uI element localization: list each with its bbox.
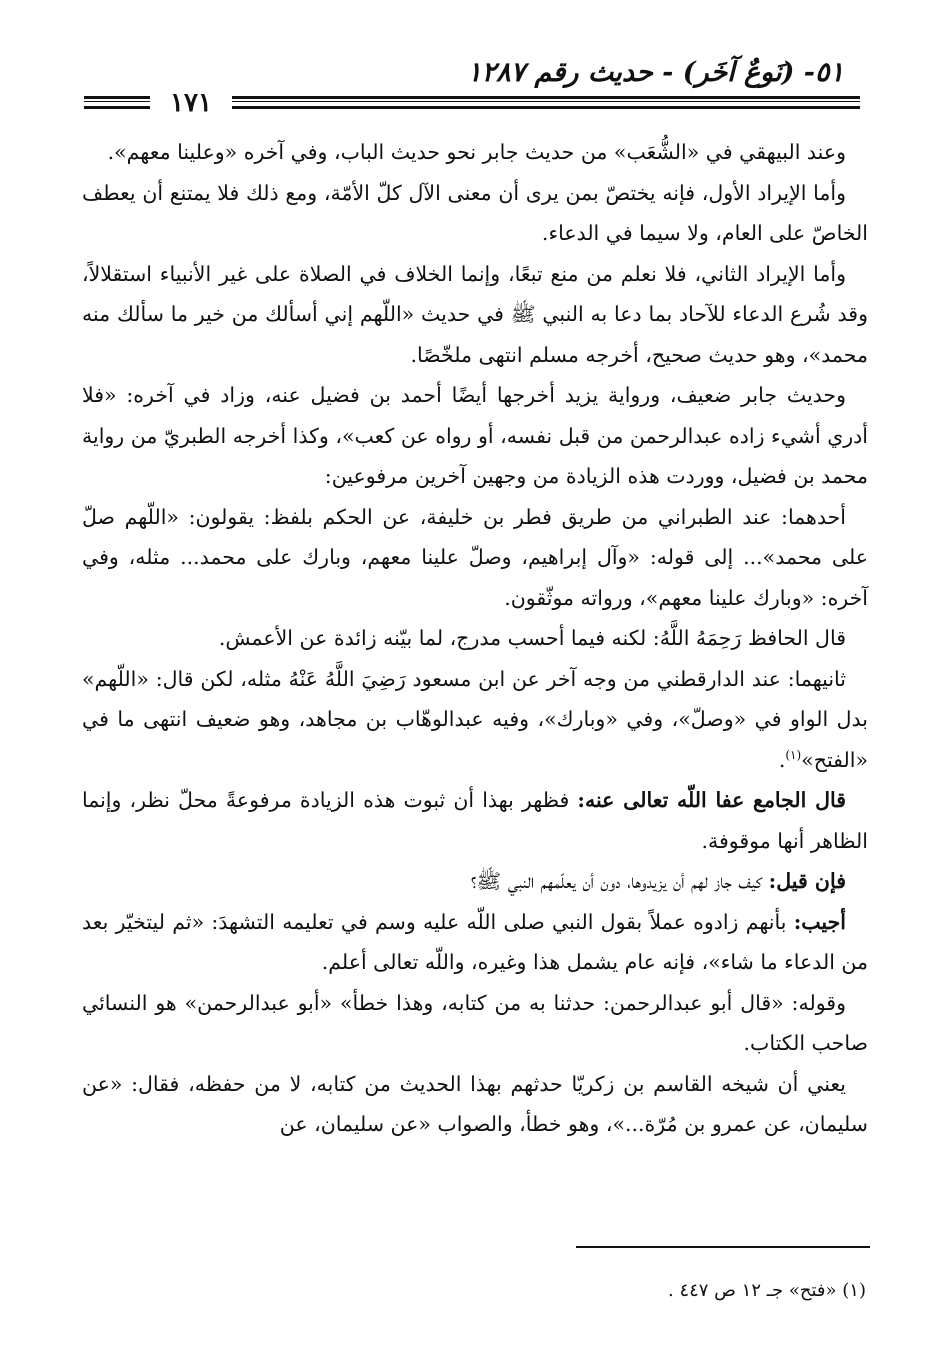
header-rule-left bbox=[84, 96, 150, 109]
paragraph-text: وحديث جابر ضعيف، ورواية يزيد أخرجها أيضًا أحمد بن فضيل عنه، وزاد في آخره: «فلا أدري أشيء زاده عبدالرحمن من قبل نفسه، أو رواه عن كعب»، وكذا أخرجه الطبريّ من رواية محمد بن فضيل، ووردت هذه الزيادة من وجهين آخرين مرفوعين: bbox=[82, 383, 868, 488]
paragraph bbox=[82, 1064, 868, 1145]
paragraph-text: ثانيهما: عند الدارقطني من وجه آخر عن ابن مسعود رَضِيَ اللَّهُ عَنْهُ مثله، لكن قال: «اللّهم» بدل الواو في «وصلّ»، وفي «وبارك»، وفيه عبدالوهّاب بن مجاهد، وهو ضعيف انتهى ما في «الفتح» bbox=[82, 666, 868, 772]
paragraph-text: وأما الإيراد الثاني، فلا نعلم من منع تبعًا، وإنما الخلاف في الصلاة على غير الأنبياء استقلالاً، وقد شُرع الدعاء للآحاد بما دعا به النبي ﷺ في حديث «اللّهم إني أسألك من خير ما سألك منه محمد»، وهو حديث صحيح، أخرجه مسلم انتهى ملخّصًا. bbox=[82, 261, 868, 367]
paragraph-text: كيف جاز لهم أن يزيدوها، دون أن يعلّمهم النبي ﷺ؟ bbox=[470, 869, 769, 893]
running-header-title: ٥١- (نَوعٌ آخَر) - حديث رقم ١٢٨٧ bbox=[467, 57, 844, 88]
paragraph-text: وأما الإيراد الأول، فإنه يختصّ بمن يرى أن معنى الآل كلّ الأمّة، ومع ذلك فلا يمتنع أن يعطف الخاصّ على العام، ولا سيما في الدعاء. bbox=[82, 180, 868, 245]
paragraph-lead: قال الجامع عفا اللّه تعالى عنه: bbox=[577, 788, 847, 812]
paragraph bbox=[82, 497, 868, 619]
paragraph bbox=[82, 375, 868, 497]
paragraph-text: قال الحافظ رَحِمَهُ اللَّهُ: لكنه فيما أحسب مدرج، لما بيّنه زائدة عن الأعمش. bbox=[218, 626, 846, 650]
paragraph bbox=[82, 254, 868, 376]
header-rule-right bbox=[232, 96, 860, 109]
paragraph bbox=[82, 132, 868, 173]
paragraph-text: أحدهما: عند الطبراني من طريق فطر بن خليفة، عن الحكم بلفظ: يقولون: «اللّهم صلّ على محمد»... إلى قوله: «وآل إبراهيم، وصلّ علينا معهم، وبارك على محمد... مثله، وفي آخره: «وبارك علينا معهم»، ورواته موثّقون. bbox=[82, 504, 868, 610]
paragraph bbox=[82, 173, 868, 254]
paragraph-text: بأنهم زادوه عملاً بقول النبي صلى اللّه عليه وسم في تعليمه التشهدَ: «ثم ليتخيّر بعد من الدعاء ما شاء»، فإنه عام يشمل هذا وغيره، واللّه تعالى أعلم. bbox=[82, 909, 868, 974]
footnote: (١) «فتح» جـ ١٢ ص ٤٤٧ . bbox=[667, 1280, 866, 1301]
paragraph bbox=[82, 861, 868, 902]
page-number: ١٧١ bbox=[170, 88, 212, 118]
main-text bbox=[82, 132, 868, 1145]
paragraph bbox=[82, 902, 868, 983]
paragraph-text: فظهر بهذا أن ثبوت هذه الزيادة مرفوعةً محلّ نظر، وإنما الظاهر أنها موقوفة. bbox=[82, 788, 868, 853]
paragraph-lead: فإن قيل: bbox=[768, 869, 846, 893]
paragraph-text: يعني أن شيخه القاسم بن زكريّا حدثهم بهذا الحديث من كتابه، لا من حفظه، فقال: «عن سليمان، عن عمرو بن مُرّة...»، وهو خطأ، والصواب «عن سليمان، عن bbox=[82, 1071, 868, 1136]
paragraph: ثانيهما: عند الدارقطني من وجه آخر عن ابن مسعود رَضِيَ اللَّهُ عَنْهُ مثله، لكن قال: «اللّهم» بدل الواو في «وصلّ»، وفي «وبارك»، وفيه عبدالوهّاب بن مجاهد، وهو ضعيف انتهى ما في «الفتح»$^{(١)}$. bbox=[82, 666, 868, 772]
footnote-separator bbox=[576, 1246, 870, 1248]
paragraph bbox=[82, 780, 868, 861]
paragraph-lead: أجيب: bbox=[793, 909, 846, 934]
paragraph bbox=[82, 983, 868, 1064]
footnote-marker[interactable]: (١) bbox=[785, 747, 802, 762]
paragraph-text: وقوله: «قال أبو عبدالرحمن: حدثنا به من كتابه، وهذا خطأ» «أبو عبدالرحمن» هو النسائي صاحب الكتاب. bbox=[82, 990, 868, 1055]
paragraph-text: وعند البيهقي في «الشُّعَب» من حديث جابر نحو حديث الباب، وفي آخره «وعلينا معهم». bbox=[107, 140, 846, 164]
paragraph bbox=[82, 618, 868, 659]
